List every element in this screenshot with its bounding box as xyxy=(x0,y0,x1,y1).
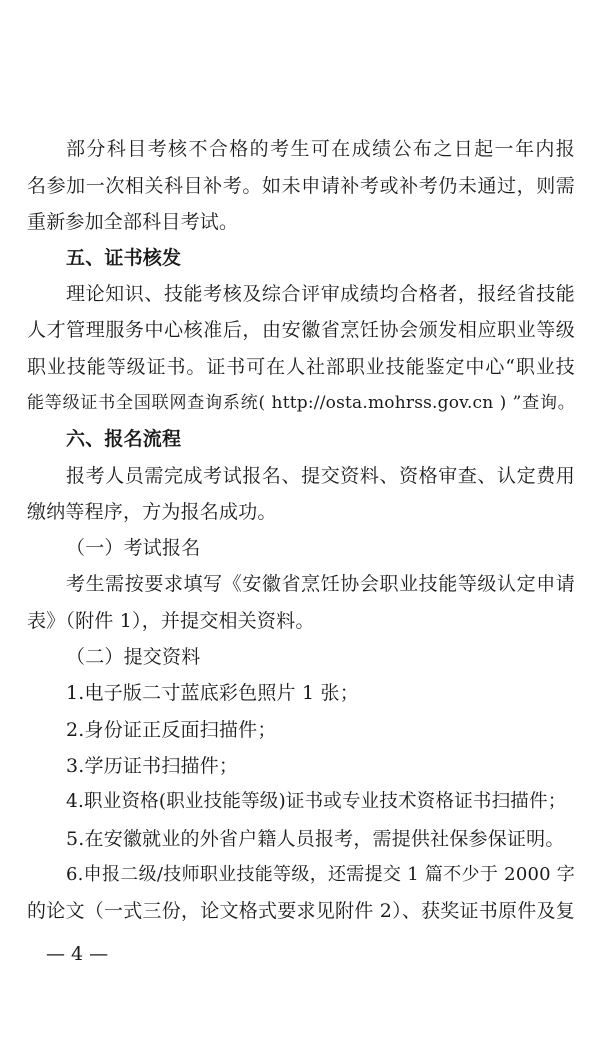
paragraph-line: 名参加一次相关科目补考。如未申请补考或补考仍未通过，则需 xyxy=(27,175,575,197)
paragraph-line: 人才管理服务中心核准后，由安徽省烹饪协会颁发相应职业等级 xyxy=(27,319,575,341)
paragraph-line: 报考人员需完成考试报名、提交资料、资格审查、认定费用 xyxy=(66,465,575,487)
list-item: 1.电子版二寸蓝底彩色照片 1 张； xyxy=(66,682,359,704)
paragraph-line: 重新参加全部科目考试。 xyxy=(27,211,239,233)
section-heading: 五、证书核发 xyxy=(66,247,182,269)
list-item: 5.在安徽就业的外省户籍人员报考，需提供社保参保证明。 xyxy=(66,828,565,850)
list-item: 2.身份证正反面扫描件； xyxy=(66,719,277,741)
subsection-heading: （二）提交资料 xyxy=(66,646,201,668)
paragraph-line: 缴纳等程序，方为报名成功。 xyxy=(27,501,277,523)
paragraph-line: 理论知识、技能考核及综合评审成绩均合格者，报经省技能 xyxy=(66,283,575,305)
paragraph-line: 表》（附件 1），并提交相关资料。 xyxy=(27,610,315,632)
paragraph-line: 能等级证书全国联网查询系统( http://osta.mohrss.gov.cn ) ”查询。 xyxy=(27,393,575,413)
paragraph-line: 职业技能等级证书。证书可在人社部职业技能鉴定中心“职业技 xyxy=(27,356,575,378)
section-heading: 六、报名流程 xyxy=(66,428,182,450)
paragraph-line: 考生需按要求填写《安徽省烹饪协会职业技能等级认定申请 xyxy=(66,573,575,595)
subsection-heading: （一）考试报名 xyxy=(66,537,201,559)
list-item: 3.学历证书扫描件； xyxy=(66,755,239,777)
list-item: 4.职业资格(职业技能等级)证书或专业技术资格证书扫描件； xyxy=(66,791,567,812)
list-item-continuation: 的论文（一式三份，论文格式要求见附件 2）、获奖证书原件及复 xyxy=(27,900,575,922)
list-item: 6.申报二级/技师职业技能等级，还需提交 1 篇不少于 2000 字 xyxy=(66,864,575,885)
page-number: — 4 — xyxy=(46,943,109,965)
paragraph-line: 部分科目考核不合格的考生可在成绩公布之日起一年内报 xyxy=(66,138,575,160)
